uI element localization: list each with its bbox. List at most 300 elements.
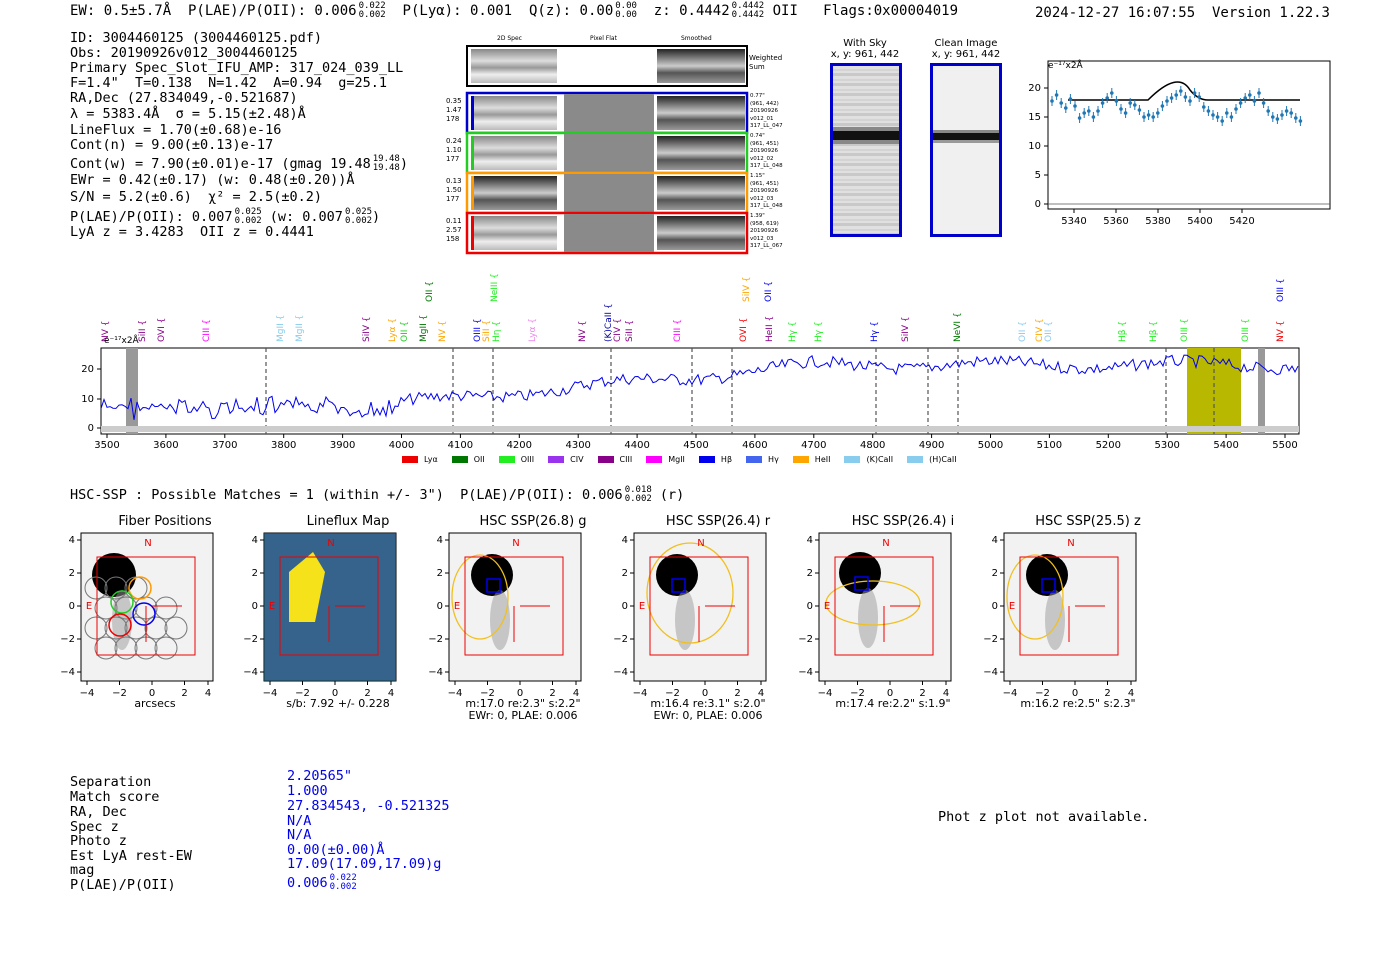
- zoom-datapoint: [1110, 91, 1114, 95]
- cutout-pixel-flat: [564, 174, 654, 212]
- cutout-stat: 1.50: [446, 186, 462, 194]
- zoom-datapoint: [1257, 91, 1261, 95]
- cutout-grid: [440, 42, 800, 257]
- zoom-datapoint: [1119, 107, 1123, 111]
- zoom-datapoint: [1161, 104, 1165, 108]
- fiber-info-line: 20190926: [750, 108, 778, 114]
- zoom-datapoint: [1124, 111, 1128, 115]
- hsc-panel-title: HSC SSP(26.4) i: [851, 514, 955, 529]
- cutout-stat: 1.10: [446, 146, 462, 154]
- zoom-datapoint: [1151, 115, 1155, 119]
- legend-item: [452, 455, 485, 464]
- legend-label: Hβ: [720, 455, 733, 464]
- panel-ytick-label: 2: [436, 568, 443, 579]
- cutout-stat: 2.57: [446, 226, 462, 234]
- cutout-stat: 0.24: [446, 137, 462, 145]
- legend-item: [548, 455, 583, 464]
- panel-ytick-label: −4: [428, 667, 443, 678]
- panel-xtick-label: 4: [757, 688, 765, 699]
- ra-dec: RA,Dec (27.834049,-0.521687): [70, 90, 298, 106]
- signal-to-noise: S/N = 5.2(±0.6) χ² = 2.5(±0.2): [70, 189, 322, 205]
- zoom-datapoint: [1230, 115, 1234, 119]
- cutout-row-stats: [446, 177, 462, 204]
- east-label: E: [85, 601, 93, 612]
- spectral-line-label: NV {: [1276, 320, 1286, 342]
- fiber-info-line: (961, 451): [750, 180, 779, 187]
- legend-swatch: [452, 456, 468, 463]
- zoom-datapoint: [1202, 105, 1206, 109]
- spectrum-xtick-label: 3500: [94, 440, 120, 451]
- north-label: N: [882, 538, 890, 549]
- legend-label: CIII: [619, 455, 633, 464]
- panel-xtick-label: −4: [1002, 688, 1018, 699]
- legend-item: [402, 455, 438, 464]
- panel-ytick-label: −2: [983, 634, 998, 645]
- spectral-line-label: Hβ {: [1118, 320, 1128, 342]
- spectrum-xtick-label: 4200: [506, 440, 533, 451]
- east-label: E: [268, 601, 276, 612]
- fiber-info-line: v012_01: [750, 115, 774, 122]
- panel-ytick-label: −4: [983, 667, 998, 678]
- plae-w-text: (w: 0.007: [261, 209, 343, 225]
- spectral-line-label: OII {: [400, 321, 410, 342]
- fiber-info-line: 20190926: [750, 228, 778, 234]
- zoom-plot-frame: [1048, 61, 1330, 209]
- panel-ytick-label: −2: [613, 634, 628, 645]
- match-field-label: Photo z: [70, 833, 127, 849]
- zoom-datapoint: [1243, 96, 1247, 100]
- header-plae-upper: 0.022: [358, 1, 386, 11]
- cutout-row-fiber-info: [750, 133, 783, 171]
- zoom-datapoint: [1133, 103, 1137, 107]
- zoom-datapoint: [1156, 111, 1160, 115]
- match-field-label: Spec z: [70, 819, 119, 835]
- zoom-datapoint: [1174, 93, 1178, 97]
- zoom-datapoint: [1271, 115, 1275, 119]
- panel-xtick-label: −2: [665, 688, 680, 699]
- spectrum-xtick-label: 4600: [742, 440, 768, 451]
- spectrum-xtick-label: 5000: [977, 440, 1004, 451]
- zoom-datapoint: [1115, 99, 1119, 103]
- equivalent-width: EWr = 0.42(±0.17) (w: 0.48(±0.20))Å: [70, 172, 355, 188]
- plae-w-lower: 0.002: [344, 216, 373, 226]
- gmag-lower: 19.48: [372, 163, 400, 173]
- cutout-pixel-flat: [564, 214, 654, 252]
- match-value-text: N/A: [287, 813, 312, 829]
- legend-swatch: [499, 456, 515, 463]
- cutout-stat: 158: [446, 235, 460, 243]
- line-flux: LineFlux = 1.70(±0.68)e-16: [70, 122, 282, 138]
- masked-region-left: [126, 348, 138, 434]
- panel-xtick-label: −4: [79, 688, 95, 699]
- spectrum-xtick-label: 4500: [683, 440, 709, 451]
- panel-ytick-label: 4: [68, 535, 75, 546]
- zoom-datapoint: [1216, 115, 1220, 119]
- spectrum-xtick-label: 5400: [1213, 440, 1239, 451]
- spectral-line-label: SiII {: [625, 319, 635, 342]
- redshift-solutions: LyA z = 3.4283 OII z = 0.4441: [70, 224, 314, 240]
- zoom-ytick-label: 0: [1034, 199, 1041, 210]
- spectral-line-label: CIV {: [613, 318, 623, 342]
- hsc-summary: [70, 486, 684, 504]
- panel-xtick-label: 2: [919, 688, 926, 699]
- panel-xtick-label: 2: [181, 688, 188, 699]
- spectral-line-label: MgII {: [419, 314, 429, 342]
- cutout-pixel-flat: [564, 134, 654, 172]
- panel-frame: [819, 533, 951, 681]
- zoom-spectrum-chart: [1030, 55, 1340, 235]
- plae-w-upper: 0.025: [344, 207, 373, 217]
- spectral-line-label: MgII {: [276, 314, 286, 342]
- header-z-lower: 0.4442: [731, 10, 765, 20]
- plae-lower: 0.002: [234, 216, 262, 226]
- panel-ytick-label: 2: [806, 568, 813, 579]
- cutout-row-marker: [471, 216, 474, 250]
- panel-frame: [449, 533, 581, 681]
- spectral-line-label: CIII {: [673, 319, 683, 342]
- panel-ytick-label: 0: [806, 601, 813, 612]
- masked-region-right: [1258, 348, 1265, 434]
- wavelength-sigma: λ = 5383.4Å σ = 5.15(±2.48)Å: [70, 106, 306, 122]
- zoom-datapoint: [1280, 113, 1284, 117]
- legend-label: CIV: [570, 455, 584, 464]
- source-tail: [1045, 590, 1065, 650]
- zoom-datapoint: [1266, 109, 1270, 113]
- spectrum-xtick-label: 4700: [801, 440, 827, 451]
- cutout-row-marker: [471, 96, 474, 130]
- zoom-datapoint: [1165, 99, 1169, 103]
- spectral-line-label: Hγ {: [788, 321, 798, 342]
- panel-xtick-label: −4: [817, 688, 833, 699]
- panel-ytick-label: 0: [68, 601, 75, 612]
- fiber-info-line: 20190926: [750, 188, 778, 194]
- panel-xtick-label: −2: [112, 688, 127, 699]
- spectral-line-label: Lyα {: [528, 317, 538, 342]
- spectral-line-label: OVI {: [157, 317, 167, 342]
- hsc-panel-caption: EWr: 0, PLAE: 0.006: [468, 709, 578, 722]
- panel-ytick-label: 4: [251, 535, 258, 546]
- timestamp-version: 2024-12-27 16:07:55 Version 1.22.3: [1034, 5, 1330, 21]
- match-plae-upper: 0.022: [329, 873, 357, 883]
- north-label: N: [1067, 538, 1075, 549]
- fiber-info-line: 317_LL_047: [750, 123, 783, 129]
- zoom-xtick-label: 5400: [1187, 216, 1213, 227]
- fiber-info-line: v012_03: [750, 195, 774, 202]
- panel-ytick-label: −2: [428, 634, 443, 645]
- spectrum-xtick-label: 3600: [153, 440, 179, 451]
- zoom-datapoint: [1253, 99, 1257, 103]
- spectral-line-label: (K)CaII {: [604, 303, 614, 342]
- clean-image-coords: x, y: 961, 442: [931, 49, 1001, 60]
- panel-ytick-label: 2: [68, 568, 75, 579]
- hsc-panel-image: [613, 530, 773, 700]
- spectrum-xtick-label: 4400: [624, 440, 650, 451]
- spectrum-ytick-label: 0: [87, 423, 94, 434]
- panel-xtick-label: 4: [387, 688, 395, 699]
- zoom-datapoint: [1211, 113, 1215, 117]
- panel-xtick-label: 0: [516, 688, 524, 699]
- cutout-2d-spec: [471, 96, 557, 130]
- hsc-panel-image: [243, 530, 403, 700]
- fiber-info-line: 317_LL_048: [750, 203, 783, 209]
- spectrum-unit-label: e⁻¹⁷x2Å: [104, 336, 139, 346]
- legend-swatch: [646, 456, 662, 463]
- hsc-panel-caption: m:16.4 re:3.1" s:2.0": [650, 697, 766, 710]
- east-label: E: [638, 601, 646, 612]
- panel-ytick-label: −4: [243, 667, 258, 678]
- match-field-value: [287, 856, 441, 872]
- cutout-row-stats: [446, 217, 462, 244]
- match-field-value: [287, 768, 352, 784]
- match-value-text: 27.834543, -0.521325: [287, 798, 450, 814]
- phot-z-message: Phot z plot not available.: [938, 809, 1150, 825]
- legend-label: OII: [473, 455, 485, 464]
- panel-ytick-label: −4: [798, 667, 813, 678]
- spectral-line-label: NV {: [578, 320, 588, 342]
- spectrum-xtick-label: 3800: [270, 440, 297, 451]
- panel-xtick-label: 0: [886, 688, 894, 699]
- detection-id: ID: 3004460125 (3004460125.pdf): [70, 30, 322, 46]
- panel-ytick-label: 2: [251, 568, 258, 579]
- match-field-label: Separation: [70, 774, 152, 790]
- fiber-info-line: 1.39": [750, 213, 765, 219]
- panel-ytick-label: 4: [621, 535, 628, 546]
- zoom-xtick-label: 5420: [1229, 216, 1255, 227]
- zoom-datapoint: [1239, 101, 1243, 105]
- fiber-info-line: 1.15": [750, 173, 765, 179]
- weighted-sum-label: Weighted Sum: [749, 54, 783, 71]
- spectral-line-label: NeVI {: [953, 312, 963, 342]
- spectrum-xtick-label: 3700: [212, 440, 238, 451]
- hsc-summary-text: HSC-SSP : Possible Matches = 1 (within +/- 3") P(LAE)/P(OII): 0.006: [70, 487, 623, 503]
- spectrum-xtick-label: 5200: [1095, 440, 1122, 451]
- zoom-datapoint: [1220, 119, 1224, 123]
- fiber-info-line: 20190926: [750, 148, 778, 154]
- zoom-unit-label: e⁻¹⁷x2Å: [1048, 61, 1083, 71]
- panel-ytick-label: −4: [60, 667, 75, 678]
- hsc-panel-title: HSC SSP(25.5) z: [1035, 514, 1141, 529]
- source-tail: [490, 590, 510, 650]
- spectral-line-label-upper: OII {: [764, 281, 774, 302]
- spectrum-ytick-label: 20: [81, 364, 94, 375]
- legend-item: [699, 455, 732, 464]
- cutout-stat: 177: [446, 155, 460, 163]
- cutout-stat: 0.11: [446, 217, 462, 225]
- plae-text: P(LAE)/P(OII): 0.007: [70, 209, 233, 225]
- spectral-line-label: OIII {: [1241, 318, 1251, 342]
- zoom-datapoint: [1055, 93, 1059, 97]
- hsc-plae-upper: 0.018: [624, 485, 652, 495]
- fiber-info-line: 0.77": [750, 93, 765, 99]
- panel-ytick-label: 0: [621, 601, 628, 612]
- legend-item: [746, 455, 779, 464]
- legend-item: [844, 455, 893, 464]
- hsc-panel-title: HSC SSP(26.4) r: [665, 514, 771, 529]
- panel-ytick-label: −4: [613, 667, 628, 678]
- legend-item: [793, 455, 831, 464]
- legend-item: [646, 455, 685, 464]
- spectral-line-label: Hγ {: [870, 321, 880, 342]
- cutout-stat: 177: [446, 195, 460, 203]
- panel-xtick-label: −2: [1035, 688, 1050, 699]
- legend-label: (K)CaII: [866, 455, 894, 464]
- observation-id: Obs: 20190926v012_3004460125: [70, 45, 298, 61]
- spectrum-xtick-label: 5300: [1154, 440, 1180, 451]
- full-spectrum-chart: [80, 340, 1310, 465]
- legend-label: Hγ: [768, 455, 779, 464]
- panel-xtick-label: 4: [572, 688, 580, 699]
- spectrum-xtick-label: 4100: [447, 440, 474, 451]
- spectrum-xtick-label: 4800: [859, 440, 886, 451]
- panel-xtick-label: 4: [204, 688, 212, 699]
- spectral-line-label: Hγ {: [814, 321, 824, 342]
- cutout-row-fiber-info: [750, 93, 783, 131]
- hsc-panel-image: [983, 530, 1143, 700]
- panel-xtick-label: −4: [632, 688, 648, 699]
- spectrum-xtick-label: 5100: [1036, 440, 1063, 451]
- legend-label: HeII: [814, 455, 831, 464]
- zoom-ytick-label: 15: [1028, 112, 1041, 123]
- spectral-line-label-upper: SiIV {: [742, 276, 752, 302]
- cutout-stat: 0.13: [446, 177, 462, 185]
- spectral-line-label: HeII {: [765, 315, 775, 342]
- spectral-line-label: OII {: [1044, 321, 1054, 342]
- header-ew-plae: EW: 0.5±5.7Å P(LAE)/P(OII): 0.006: [70, 3, 357, 19]
- cutout-smoothed: [657, 176, 745, 210]
- panel-xtick-label: 0: [331, 688, 339, 699]
- spectrum-xtick-label: 5500: [1272, 440, 1298, 451]
- hsc-panel-image: [60, 530, 220, 700]
- zoom-datapoint: [1289, 111, 1293, 115]
- spectral-line-label: OVI {: [739, 317, 749, 342]
- cutout-row-stats: [446, 97, 462, 124]
- source-blob: [1026, 554, 1068, 596]
- header-plya-qz: P(Lyα): 0.001 Q(z): 0.00: [385, 3, 614, 19]
- fiber-info-line: 0.74": [750, 133, 765, 139]
- zoom-datapoint: [1248, 93, 1252, 97]
- fiber-params: F=1.4" T=0.138 N=1.42 A=0.94 g=25.1: [70, 75, 387, 91]
- legend-label: MgII: [668, 455, 685, 464]
- spectral-line-label: MgII {: [295, 314, 305, 342]
- panel-xtick-label: −2: [850, 688, 865, 699]
- legend-swatch: [548, 456, 564, 463]
- spectral-line-label: CIV {: [1035, 318, 1045, 342]
- east-label: E: [823, 601, 831, 612]
- panel-xtick-label: −4: [447, 688, 463, 699]
- zoom-datapoint: [1105, 96, 1109, 100]
- cutout-stat: 178: [446, 115, 460, 123]
- panel-ytick-label: 4: [991, 535, 998, 546]
- zoom-xtick-label: 5360: [1103, 216, 1129, 227]
- hsc-panel-title: Lineflux Map: [306, 514, 390, 529]
- legend-swatch: [598, 456, 614, 463]
- zoom-datapoint: [1170, 96, 1174, 100]
- legend-swatch: [746, 456, 762, 463]
- match-value-text: N/A: [287, 827, 312, 843]
- legend-swatch: [699, 456, 715, 463]
- panel-ytick-label: 0: [436, 601, 443, 612]
- zoom-ytick-label: 5: [1034, 170, 1041, 181]
- legend-label: Lyα: [424, 455, 438, 464]
- hsc-panel-caption: m:16.2 re:2.5" s:2.3": [1020, 697, 1136, 710]
- hsc-panel-caption: s/b: 7.92 +/- 0.228: [286, 697, 390, 710]
- panel-xtick-label: 4: [942, 688, 950, 699]
- panel-ytick-label: −2: [243, 634, 258, 645]
- panel-xtick-label: 0: [1071, 688, 1079, 699]
- header-qz-lower: 0.00: [615, 10, 637, 20]
- zoom-datapoint: [1299, 119, 1303, 123]
- panel-ytick-label: 2: [991, 568, 998, 579]
- zoom-datapoint: [1128, 101, 1132, 105]
- cutout-2d-spec: [471, 216, 557, 250]
- panel-xtick-label: 0: [148, 688, 156, 699]
- header-z-upper: 0.4442: [731, 1, 765, 11]
- fiber-info-line: v012_03: [750, 235, 774, 242]
- match-field-label: P(LAE)/P(OII): [70, 877, 176, 893]
- source-tail: [858, 588, 878, 648]
- plae-ratio: P(LAE)/P(OII): 0.007 0.025 0.002 (w: 0.007 0.025 0.002 ): [70, 207, 381, 226]
- spectral-line-label: OIII {: [473, 318, 483, 342]
- zoom-datapoint: [1069, 97, 1073, 101]
- north-label: N: [512, 538, 520, 549]
- spectral-line-label: Hη {: [492, 320, 502, 342]
- east-label: E: [453, 601, 461, 612]
- zoom-ytick-label: 20: [1028, 83, 1041, 94]
- cutout-row-stats: [446, 137, 462, 164]
- col-2d-spec: 2D Spec: [497, 35, 522, 42]
- panel-xtick-label: 2: [1104, 688, 1111, 699]
- spectrum-xtick-label: 4000: [388, 440, 415, 451]
- header-z: z: 0.4442: [636, 3, 730, 19]
- spectrum-xtick-label: 3900: [329, 440, 356, 451]
- hsc-panel-image: [428, 530, 588, 700]
- cutout-smoothed: [657, 96, 745, 130]
- spectral-line-label: NV {: [438, 320, 448, 342]
- spectral-line-label-upper: NeIII {: [490, 273, 500, 302]
- panel-ytick-label: 0: [251, 601, 258, 612]
- cutout-row-marker: [471, 136, 474, 170]
- spectrum-legend: [402, 448, 1202, 467]
- match-field-value: [287, 827, 311, 843]
- hsc-panel-image: [798, 530, 958, 700]
- zoom-datapoint: [1179, 89, 1183, 93]
- zoom-datapoint: [1078, 116, 1082, 120]
- header-summary: [70, 2, 958, 20]
- cutout-stat: 0.35: [446, 97, 462, 105]
- header-plae-lower: 0.002: [358, 10, 386, 20]
- spectral-line-label: SiII {: [482, 319, 492, 342]
- panel-xtick-label: −4: [262, 688, 278, 699]
- fiber-info-line: (961, 442): [750, 100, 779, 107]
- continuum-wide: Cont(w) = 7.90(±0.01)e-17 (gmag 19.48 19.48 19.48 ): [70, 154, 408, 173]
- source-blob: [656, 554, 698, 596]
- legend-label: (H)CaII: [929, 455, 957, 464]
- legend-swatch: [793, 456, 809, 463]
- legend-swatch: [844, 456, 860, 463]
- zoom-datapoint: [1193, 91, 1197, 95]
- zoom-datapoint: [1207, 109, 1211, 113]
- panel-xtick-label: 4: [1127, 688, 1135, 699]
- zoom-datapoint: [1294, 116, 1298, 120]
- zoom-xtick-label: 5380: [1145, 216, 1171, 227]
- panel-frame: [1004, 533, 1136, 681]
- hsc-plae-lower: 0.002: [624, 494, 652, 504]
- panel-xtick-label: 2: [734, 688, 741, 699]
- source-blob: [471, 554, 513, 596]
- panel-ytick-label: 2: [621, 568, 628, 579]
- cutout-row-fiber-info: [750, 173, 783, 211]
- fiber-info-line: 317_LL_048: [750, 163, 783, 169]
